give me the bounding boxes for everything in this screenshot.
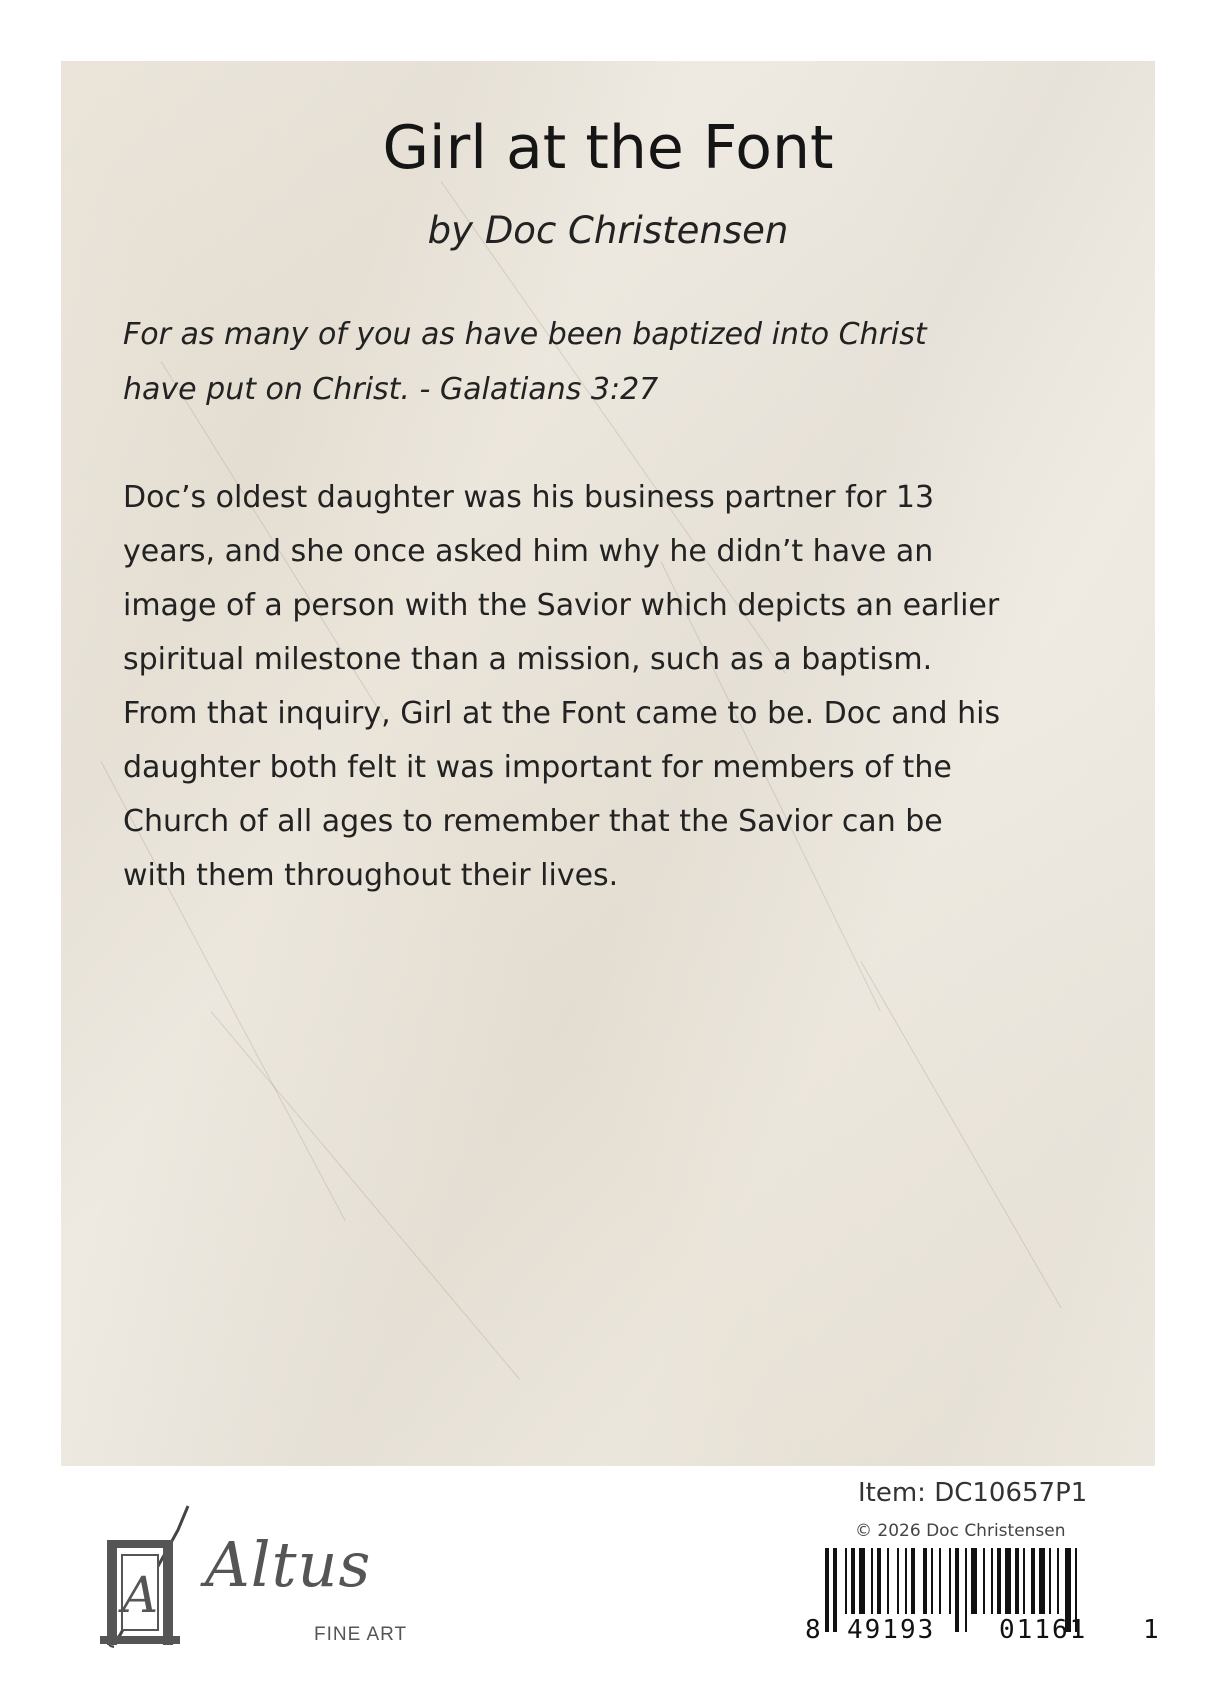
scripture-line: have put on Christ. - Galatians 3:27 [123,372,659,407]
marble-vein [861,961,1062,1308]
barcode-bar [897,1548,899,1614]
logo-wordmark: Altus [205,1528,372,1601]
barcode-bar [931,1548,933,1614]
barcode-digits-group-1: 49193 [847,1615,936,1640]
barcode-bar [1039,1548,1045,1614]
barcode-bar [923,1548,927,1614]
barcode-bar [1049,1548,1051,1614]
paragraph-line: daughter both felt it was important for members of the [123,750,952,785]
barcode-bar [887,1548,889,1614]
barcode-bar [1023,1548,1025,1614]
paragraph-line: years, and she once asked him why he didn’t have an [123,534,934,569]
barcode-bar [859,1548,865,1614]
barcode-bar [1031,1548,1035,1614]
barcode-bar [877,1548,881,1614]
barcode-bar [971,1548,977,1614]
paragraph-line: Church of all ages to remember that the Savior can be [123,804,943,839]
description-paragraph [123,471,1133,903]
barcode-bar [955,1548,959,1632]
paragraph-line: image of a person with the Savior which depicts an earlier [123,588,1000,623]
barcode-bar [1005,1548,1011,1614]
paragraph-line: spiritual milestone than a mission, such as a baptism. [123,642,933,677]
author-byline: by Doc Christensen [427,209,789,252]
logo-subtitle: FINE ART [314,1624,408,1645]
scripture-quote [123,307,1123,417]
barcode-bar [983,1548,985,1614]
copyright-notice: © 2026 Doc Christensen [855,1521,1066,1541]
barcode-bar [905,1548,907,1614]
paragraph-line: with them throughout their lives. [123,858,619,893]
item-number: Item: DC10657P1 [858,1478,1088,1508]
barcode-bar [911,1548,915,1614]
barcode-digits-group-2: 01161 [999,1615,1088,1640]
emblem-letter: A [121,1566,159,1624]
barcode-bar [833,1548,837,1632]
barcode-bar [1015,1548,1019,1614]
barcode-bar [991,1548,993,1614]
paragraph-line: From that inquiry, Girl at the Font came to be. Doc and his [123,696,1001,731]
barcode-bar [997,1548,1001,1614]
page-title: Girl at the Font [382,113,834,183]
barcode-bar [845,1548,847,1614]
barcode-bar [949,1548,951,1614]
paragraph-line: Doc’s oldest daughter was his business partner for 13 [123,480,935,515]
barcode-digit-left: 8 [805,1615,821,1640]
barcode-bar [825,1548,829,1632]
barcode-bar [965,1548,967,1632]
barcode-bar [1057,1548,1059,1614]
marble-background-panel [61,61,1155,1466]
barcode-digit-right: 1 [1143,1615,1159,1640]
marble-vein [211,1011,520,1379]
barcode-bar [871,1548,873,1614]
barcode [803,1548,1163,1640]
barcode-bar [939,1548,941,1614]
scripture-line: For as many of you as have been baptized into Christ [123,317,927,352]
barcode-bar [851,1548,855,1614]
